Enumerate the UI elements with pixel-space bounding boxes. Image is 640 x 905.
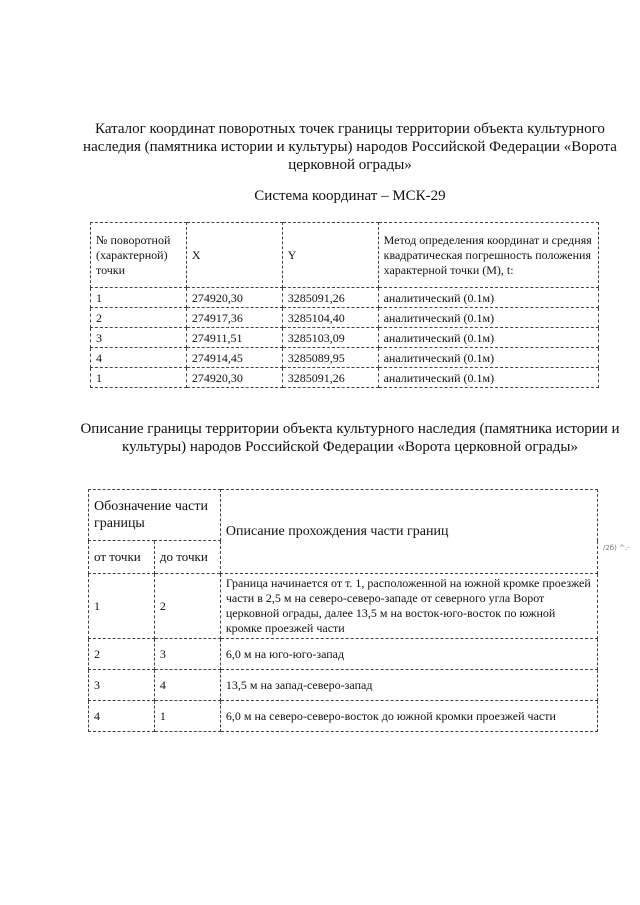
table-row: [89, 701, 598, 732]
table-row: [91, 288, 599, 308]
method-cell: аналитический (0.1м): [378, 328, 598, 348]
y-cell: 3285104,40: [282, 308, 378, 328]
col-to-point: до точки: [154, 541, 220, 574]
description-cell: Граница начинается от т. 1, расположенной на южной кромке проезжей части в 2,5 м на северо-северо-западе от северного угла Ворот церковной ограды, далее 13,5 м на восток-юго-восток по южной кромке проезжей части: [220, 574, 597, 639]
x-cell: 274920,30: [186, 288, 282, 308]
point-cell: 4: [91, 348, 187, 368]
point-cell: 1: [91, 368, 187, 388]
description-heading: Описание границы территории объекта культурного наследия (памятника истории и культуры) народов Российской Федерации «Ворота церковной ограды»: [80, 421, 620, 455]
col-x: X: [186, 223, 282, 288]
from-cell: 3: [89, 670, 155, 701]
table-row: [91, 328, 599, 348]
col-boundary-part: Обозначение части границы: [89, 490, 221, 541]
from-cell: 1: [89, 574, 155, 639]
x-cell: 274911,51: [186, 328, 282, 348]
boundary-description-table: [88, 489, 598, 732]
x-cell: 274920,30: [186, 368, 282, 388]
margin-scan-mark: /2б) ^.-: [603, 544, 630, 552]
description-cell: 6,0 м на юго-юго-запад: [220, 639, 597, 670]
description-header-row: [89, 490, 598, 541]
col-description: Описание прохождения части границ: [220, 490, 597, 574]
to-cell: 1: [154, 701, 220, 732]
x-cell: 274914,45: [186, 348, 282, 368]
col-y: Y: [282, 223, 378, 288]
point-cell: 2: [91, 308, 187, 328]
method-cell: аналитический (0.1м): [378, 348, 598, 368]
table-row: [91, 308, 599, 328]
table-row: [89, 574, 598, 639]
col-method: Метод определения координат и средняя квадратическая погрешность положения характерной точки (М), t:: [378, 223, 598, 288]
y-cell: 3285103,09: [282, 328, 378, 348]
method-cell: аналитический (0.1м): [378, 308, 598, 328]
y-cell: 3285091,26: [282, 368, 378, 388]
table-row: [89, 639, 598, 670]
description-cell: 6,0 м на северо-северо-восток до южной кромки проезжей части: [220, 701, 597, 732]
y-cell: 3285091,26: [282, 288, 378, 308]
to-cell: 3: [154, 639, 220, 670]
col-point-number: № поворотной (характерной) точки: [91, 223, 187, 288]
from-cell: 2: [89, 639, 155, 670]
catalog-heading: Каталог координат поворотных точек границы территории объекта культурного наследия (памятника истории и культуры) народов Российской Федерации «Ворота церковной ограды»: [83, 121, 617, 173]
method-cell: аналитический (0.1м): [378, 368, 598, 388]
to-cell: 2: [154, 574, 220, 639]
method-cell: аналитический (0.1м): [378, 288, 598, 308]
from-cell: 4: [89, 701, 155, 732]
point-cell: 3: [91, 328, 187, 348]
description-cell: 13,5 м на запад-северо-запад: [220, 670, 597, 701]
to-cell: 4: [154, 670, 220, 701]
y-cell: 3285089,95: [282, 348, 378, 368]
table-row: [91, 348, 599, 368]
table-row: [91, 368, 599, 388]
point-cell: 1: [91, 288, 187, 308]
coordinates-header-row: [91, 223, 599, 288]
coordinate-system-label: Система координат – МСК-29: [254, 188, 446, 204]
x-cell: 274917,36: [186, 308, 282, 328]
table-row: [89, 670, 598, 701]
coordinates-table: [90, 222, 599, 388]
col-from-point: от точки: [89, 541, 155, 574]
